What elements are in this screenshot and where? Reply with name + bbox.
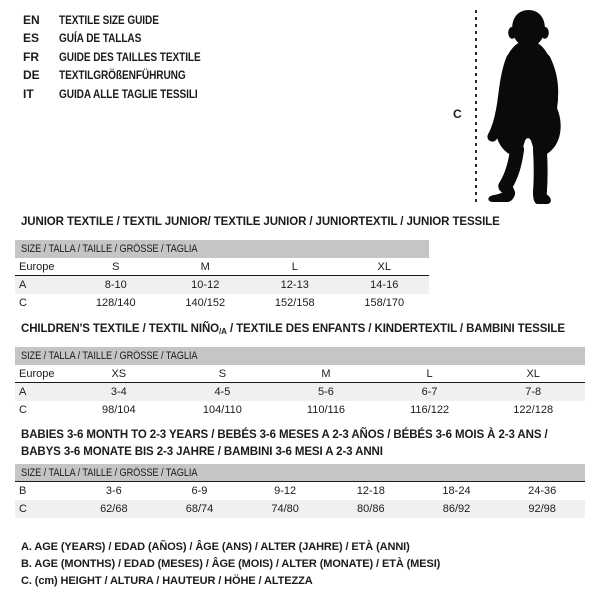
row-label: C	[19, 297, 27, 309]
language-list	[23, 11, 228, 103]
height-cell: 122/128	[513, 404, 554, 416]
table-row	[15, 482, 585, 500]
table-row	[15, 365, 585, 383]
row-label: C	[19, 503, 27, 515]
language-code: FR	[23, 49, 39, 64]
language-row	[23, 11, 228, 29]
height-measure-label: C	[453, 107, 462, 121]
footnote-age-months: B. AGE (MONTHS) / EDAD (MESES) / ÂGE (MOIS) / ALTER (MONATE) / ETÀ (MESI)	[21, 558, 441, 571]
section-title-text: JUNIOR TEXTILE / TEXTIL JUNIOR/ TEXTILE JUNIOR / JUNIORTEXTIL / JUNIOR TESSILE	[21, 216, 500, 228]
size-band	[15, 347, 585, 365]
section-title-babies	[21, 427, 548, 460]
table-row	[15, 500, 585, 518]
row-label: B	[19, 485, 27, 497]
section-title-children	[21, 323, 565, 336]
size-cell: L	[291, 261, 298, 273]
language-code: ES	[23, 31, 40, 46]
section-title-junior	[21, 216, 500, 228]
section-title-line2: BABYS 3-6 MONATE BIS 2-3 JAHRE / BAMBINI 3-6 MESI A 2-3 ANNI	[21, 445, 383, 458]
height-cell: 152/158	[274, 297, 315, 309]
height-cell: 62/68	[100, 503, 128, 515]
height-cell: 128/140	[95, 297, 136, 309]
title-prefix: CHILDREN'S TEXTILE / TEXTIL NIÑO	[21, 323, 220, 335]
size-table-children	[15, 347, 585, 419]
language-label: TEXTILGRÖßENFÜHRUNG	[59, 68, 186, 83]
language-label: GUIDE DES TAILLES TEXTILE	[59, 49, 201, 64]
age-cell: 12-13	[280, 279, 309, 291]
size-cell: XL	[526, 368, 540, 380]
table-row	[15, 258, 429, 276]
table-row	[15, 401, 585, 419]
height-cell: 140/152	[185, 297, 226, 309]
height-cell: 80/86	[357, 503, 385, 515]
footnote-height: C. (cm) HEIGHT / ALTURA / HAUTEUR / HÖHE / ALTEZZA	[21, 575, 313, 588]
age-cell: 3-6	[105, 485, 122, 497]
row-label: C	[19, 404, 27, 416]
title-subscript: /A	[219, 327, 227, 336]
height-cell: 86/92	[442, 503, 471, 515]
size-cell: L	[426, 368, 433, 380]
size-band-text: SIZE / TALLA / TAILLE / GRÖSSE / TAGLIA	[21, 350, 198, 362]
height-cell: 74/80	[271, 503, 299, 515]
language-row	[23, 29, 228, 47]
age-cell: 6-9	[191, 485, 208, 497]
height-cell: 158/170	[364, 297, 405, 309]
row-label: A	[19, 386, 27, 398]
age-cell: 18-24	[442, 485, 471, 497]
size-band-text: SIZE / TALLA / TAILLE / GRÖSSE / TAGLIA	[21, 467, 198, 479]
size-cell: M	[321, 368, 331, 380]
age-cell: 9-12	[274, 485, 297, 497]
age-cell: 4-5	[214, 386, 231, 398]
age-cell: 7-8	[525, 386, 542, 398]
language-row	[23, 66, 228, 84]
height-cell: 68/74	[185, 503, 214, 515]
table-row	[15, 294, 429, 312]
language-label: TEXTILE SIZE GUIDE	[59, 13, 159, 27]
height-cell: 110/116	[306, 404, 346, 416]
language-label: GUIDA ALLE TAGLIE TESSILI	[59, 86, 198, 101]
table-row	[15, 383, 585, 401]
size-cell: XS	[111, 368, 127, 380]
size-band	[15, 240, 429, 258]
size-band	[15, 464, 585, 482]
age-cell: 12-18	[356, 485, 385, 497]
section-title-text	[21, 323, 565, 335]
age-cell: 8-10	[104, 279, 127, 291]
row-label: A	[19, 279, 27, 291]
height-cell: 92/98	[528, 503, 556, 515]
age-cell: 5-6	[318, 386, 334, 398]
height-cell: 98/104	[101, 404, 136, 416]
size-table-babies	[15, 464, 585, 518]
size-cell: M	[200, 261, 210, 273]
age-cell: 24-36	[528, 485, 557, 497]
age-cell: 3-4	[110, 386, 127, 398]
row-label: Europe	[19, 261, 55, 273]
language-code: DE	[23, 68, 40, 83]
height-dashed-line	[475, 10, 477, 205]
language-row	[23, 85, 228, 103]
age-cell: 10-12	[191, 279, 220, 291]
age-cell: 6-7	[421, 386, 438, 398]
language-row	[23, 48, 228, 66]
row-label: Europe	[19, 368, 55, 380]
section-title-line1: BABIES 3-6 MONTH TO 2-3 YEARS / BEBÉS 3-6 MESES A 2-3 AÑOS / BÉBÉS 3-6 MOIS À 2-3 ANS /	[21, 429, 548, 441]
footnote-age-years: A. AGE (YEARS) / EDAD (AÑOS) / ÂGE (ANS) / ALTER (JAHRE) / ETÀ (ANNI)	[21, 541, 410, 553]
size-band-text: SIZE / TALLA / TAILLE / GRÖSSE / TAGLIA	[21, 243, 198, 255]
height-cell: 104/110	[202, 404, 242, 416]
footnotes	[21, 539, 440, 591]
size-table-junior	[15, 240, 429, 312]
size-cell: S	[218, 368, 227, 380]
title-suffix: / TEXTILE DES ENFANTS / KINDERTEXTIL / BAMBINI TESSILE	[226, 323, 565, 335]
height-cell: 116/122	[410, 404, 450, 416]
age-cell: 14-16	[370, 279, 399, 291]
language-code: EN	[23, 13, 40, 27]
table-row	[15, 276, 429, 294]
baby-silhouette-icon	[483, 9, 575, 207]
language-code: IT	[23, 86, 34, 101]
size-cell: S	[112, 261, 120, 273]
size-cell: XL	[377, 261, 391, 273]
language-label: GUÍA DE TALLAS	[59, 31, 142, 46]
